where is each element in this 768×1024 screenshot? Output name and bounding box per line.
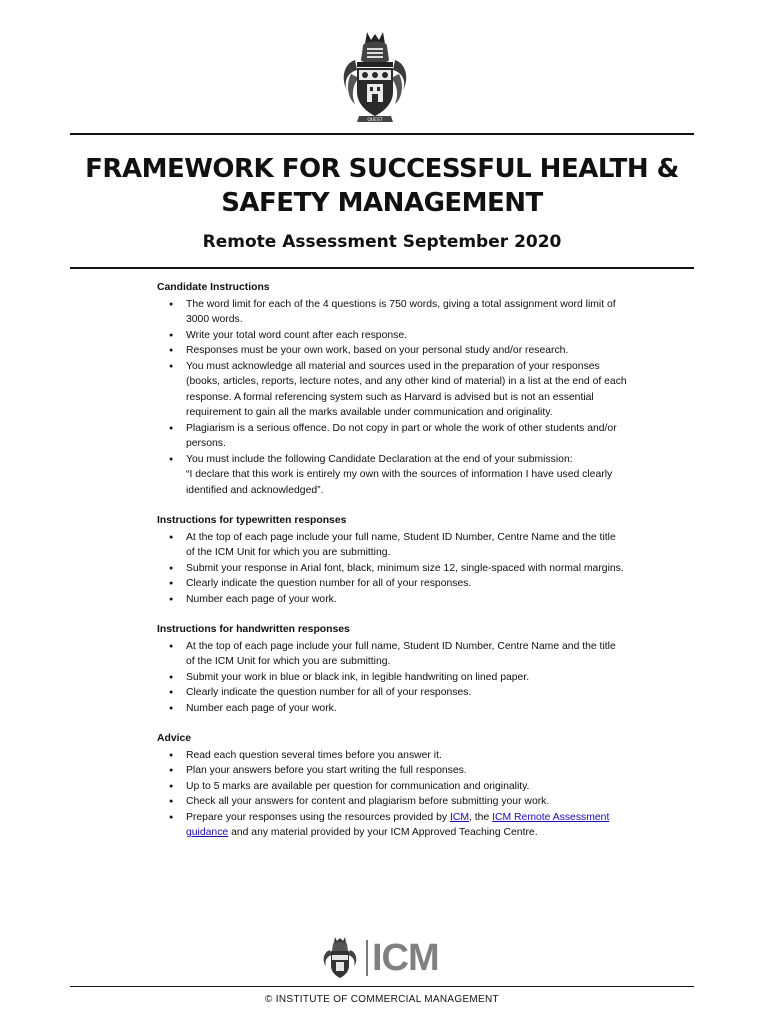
logo-divider xyxy=(366,940,368,976)
list-item: ● Plan your answers before you start writing the full responses. xyxy=(157,763,627,779)
header-top-rule xyxy=(70,133,694,135)
handwritten-instructions-list xyxy=(157,639,627,717)
declaration-intro: You must include the following Candidate Declaration at the end of your submission: xyxy=(186,453,573,465)
list-item: ● Submit your response in Arial font, black, minimum size 12, single-spaced with normal margins. xyxy=(157,561,627,577)
list-item: ● Plagiarism is a serious offence. Do not copy in part or whole the work of other students and/or persons. xyxy=(157,421,627,452)
page-subtitle: Remote Assessment September 2020 xyxy=(202,232,562,252)
list-item: ● Number each page of your work. xyxy=(157,592,627,608)
list-item: ● Clearly indicate the question number for all of your responses. xyxy=(157,685,627,701)
section-heading: Instructions for typewritten responses xyxy=(157,515,347,526)
page-title xyxy=(70,152,694,220)
list-item: ● Up to 5 marks are available per question for communication and originality. xyxy=(157,779,627,795)
advice-text-mid: , the xyxy=(469,811,493,823)
list-item xyxy=(157,452,627,499)
advice-text-suffix: and any material provided by your ICM Approved Teaching Centre. xyxy=(228,827,538,838)
list-item: ● At the top of each page include your full name, Student ID Number, Centre Name and the title of the ICM Unit for which you are submitting. xyxy=(157,639,627,670)
crest-small-icon xyxy=(322,936,358,980)
list-item: ● Number each page of your work. xyxy=(157,701,627,717)
typewritten-instructions-section xyxy=(157,513,627,607)
footer-rule xyxy=(70,986,694,987)
candidate-instructions-list xyxy=(157,297,627,499)
icm-link[interactable]: ICM xyxy=(449,811,469,823)
section-heading: Candidate Instructions xyxy=(157,282,270,293)
handwritten-instructions-section xyxy=(157,622,627,716)
candidate-declaration: “I declare that this work is entirely my own with the sources of information I have used clearly identified and acknowledged”. xyxy=(186,469,613,496)
page-title-line-2: SAFETY MANAGEMENT xyxy=(221,188,543,218)
list-item: ● The word limit for each of the 4 questions is 750 words, giving a total assignment word limit of 3000 words. xyxy=(157,297,627,328)
list-item: ● You must acknowledge all material and sources used in the preparation of your responses (books, articles, reports, lecture notes, and any other kind of material) in a list at the end of each response. A formal referencing system such as Harvard is advised but is not an essential requirement to gain all the marks available under communication and originality. xyxy=(157,359,627,421)
list-item: ● Write your total word count after each response. xyxy=(157,328,627,344)
section-heading: Advice xyxy=(157,733,192,744)
institute-crest-logo xyxy=(341,30,409,126)
icm-footer-logo xyxy=(322,936,452,980)
icm-remote-assessment-guidance-link[interactable]: ICM Remote Assessment guidance xyxy=(186,811,610,838)
typewritten-instructions-list xyxy=(157,530,627,608)
advice-section xyxy=(157,731,627,841)
list-item xyxy=(157,810,627,841)
instructions-body xyxy=(157,280,627,856)
advice-list xyxy=(157,748,627,841)
page-title-line-1: FRAMEWORK FOR SUCCESSFUL HEALTH & xyxy=(85,154,679,184)
list-item: ● Read each question several times before you answer it. xyxy=(157,748,627,764)
list-item: ● Check all your answers for content and plagiarism before submitting your work. xyxy=(157,794,627,810)
icm-logo-text: ICM xyxy=(372,937,439,979)
copyright-notice: © INSTITUTE OF COMMERCIAL MANAGEMENT xyxy=(265,994,499,1005)
list-item: ● Clearly indicate the question number for all of your responses. xyxy=(157,576,627,592)
crest-motto: QUEST xyxy=(367,118,383,123)
section-heading: Instructions for handwritten responses xyxy=(157,624,350,635)
list-item: ● At the top of each page include your full name, Student ID Number, Centre Name and the title of the ICM Unit for which you are submitting. xyxy=(157,530,627,561)
list-item: ● Responses must be your own work, based on your personal study and/or research. xyxy=(157,343,627,359)
candidate-instructions-section xyxy=(157,280,627,498)
list-item: ● Submit your work in blue or black ink, in legible handwriting on lined paper. xyxy=(157,670,627,686)
advice-text-prefix: Prepare your responses using the resources provided by xyxy=(186,811,450,823)
header-bottom-rule xyxy=(70,267,694,269)
